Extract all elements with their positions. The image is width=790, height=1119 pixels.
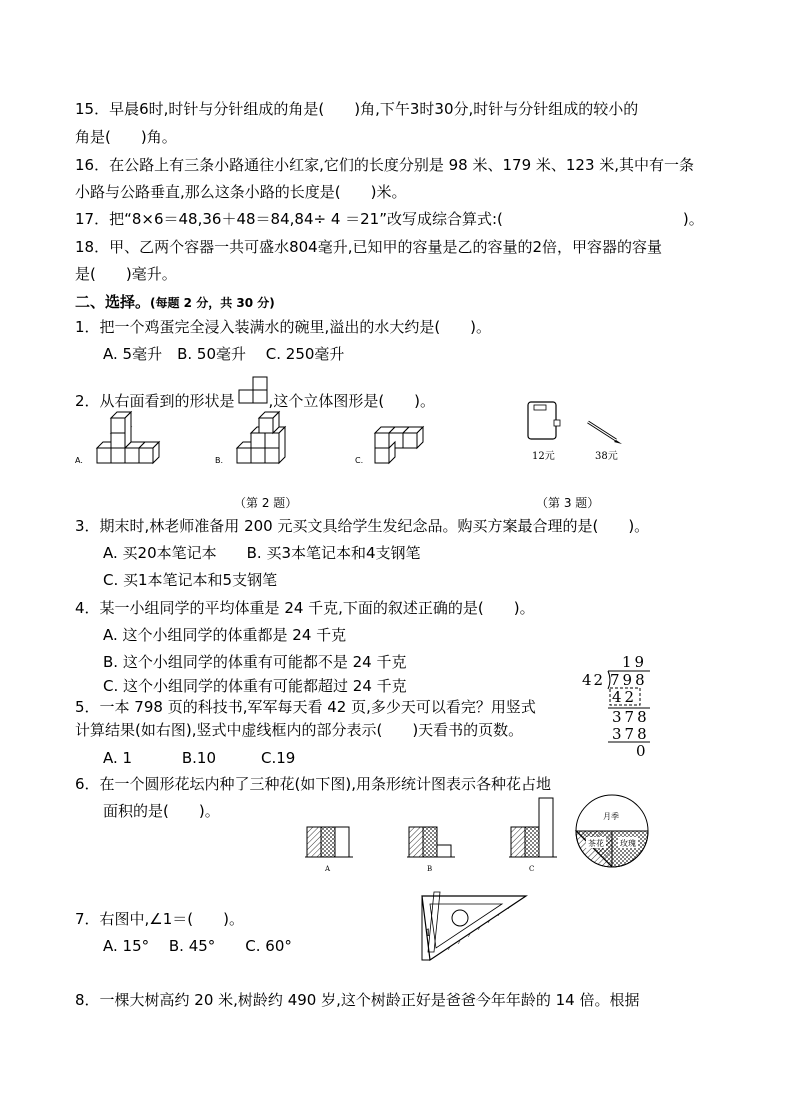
choice1-question: 1．把一个鸡蛋完全浸入装满水的碗里,溢出的水大约是( )。 [75,318,492,336]
division-dividend: 798 [610,671,648,689]
q3-caption: （第 3 题） [536,496,600,510]
division-step2b: 378 [612,725,650,743]
pen-icon [588,422,622,444]
pie-label-rose: 月季 [603,812,619,821]
cube-figure-b [215,412,285,465]
notebook-icon [528,402,560,439]
division-divisor: 42 [582,671,606,689]
cube-figure-c [355,427,423,465]
set-square-figure [418,890,538,962]
division-quotient: 19 [622,653,648,671]
choice3-options-ab: A. 买20本笔记本 B. 买3本笔记本和4支钢笔 [103,544,421,562]
section2-note: (每题 2 分，共 30 分) [150,296,275,310]
choice7-question: 7．右图中,∠1＝( )。 [75,910,245,928]
division-remainder: 0 [636,742,646,760]
pie-label-camellia: 茶花 [588,839,604,848]
choice4-option-c: C. 这个小组同学的体重有可能都超过 24 千克 [103,677,407,695]
choice4-option-a: A. 这个小组同学的体重都是 24 千克 [103,626,347,644]
section2-heading [75,292,275,313]
side-view-shape [239,378,273,404]
cube-label-c: C. [355,456,364,465]
cube-figures [75,410,435,470]
division-step2a: 378 [612,708,650,726]
angle-label: 1 [425,928,432,939]
bar-label-a: A [325,865,331,873]
choice3-question: 3．期末时,林老师准备用 200 元买文具给学生发纪念品。购买方案最合理的是( )。 [75,517,650,535]
division-step1: 42 [612,688,638,706]
notebook-price: 12元 [532,451,555,462]
q15-line2: 角是( )角。 [75,128,177,146]
cube-label-a: A. [75,456,83,465]
bar-label-b: B [427,865,433,873]
q16-line2: 小路与公路垂直,那么这条小路的长度是( )米。 [75,183,407,201]
choice7-options: A. 15° B. 45° C. 60° [103,937,292,955]
flower-bed-pie [576,795,648,867]
choice6-line2: 面积的是( )。 [103,802,220,820]
q6-figures [305,795,665,875]
pie-label-rugosa: 玫瑰 [620,839,636,848]
q17-line: 17．把“8×6＝48,36＋48＝84,84÷ 4 ＝21”改写成综合算式:( )。 [75,210,704,228]
choice4-option-b: B. 这个小组同学的体重有可能都不是 24 千克 [103,653,407,671]
triangle-outer [422,896,526,960]
choice2-tail: ,这个立体图形是( )。 [268,392,436,410]
choice8-question: 8．一棵大树高约 20 米,树龄约 490 岁,这个树龄正好是爸爸今年年龄的 14 倍。根据 [75,991,640,1009]
bar-chart-b [407,827,455,873]
choice2-side-view-figure [235,386,269,406]
cube-figure-a [75,412,159,465]
choice1-options: A. 5毫升 B. 50毫升 C. 250毫升 [103,345,345,363]
section2-title: 二、选择。 [75,293,151,311]
pen-price: 38元 [595,451,618,462]
q3-figures [520,400,640,460]
choice6-line1: 6．在一个圆形花坛内种了三种花(如下图),用条形统计图表示各种花占地 [75,775,552,793]
long-division-figure [580,652,660,762]
q15-line1: 15．早晨6时,时针与分针组成的角是( )角,下午3时30分,时针与分针组成的较小的 [75,100,639,118]
choice5-options: A. 1 B.10 C.19 [103,749,296,767]
choice2-text: 2．从右面看到的形状是 [75,392,235,410]
bar-chart-a [305,827,353,873]
bar-label-c: C [529,865,535,873]
choice5-line2: 计算结果(如右图),竖式中虚线框内的部分表示( )天看书的页数。 [75,721,524,739]
q2-caption: （第 2 题） [234,496,298,510]
q16-line1: 16．在公路上有三条小路通往小红家,它们的长度分别是 98 米、179 米、123 米,其中有一条 [75,156,695,174]
choice5-line1: 5．一本 798 页的科技书,军军每天看 42 页,多少天可以看完？用竖式 [75,698,536,716]
cube-label-b: B. [215,456,224,465]
bar-chart-c [509,798,557,873]
choice2-question [75,386,435,411]
triangle-hole [452,910,468,926]
choice3-option-c: C. 买1本笔记本和5支钢笔 [103,571,278,589]
q18-line1: 18．甲、乙两个容器一共可盛水804毫升,已知甲的容量是乙的容量的2倍，甲容器的容量 [75,238,663,256]
q18-line2: 是( )毫升。 [75,265,177,283]
choice4-question: 4．某一小组同学的平均体重是 24 千克,下面的叙述正确的是( )。 [75,599,535,617]
